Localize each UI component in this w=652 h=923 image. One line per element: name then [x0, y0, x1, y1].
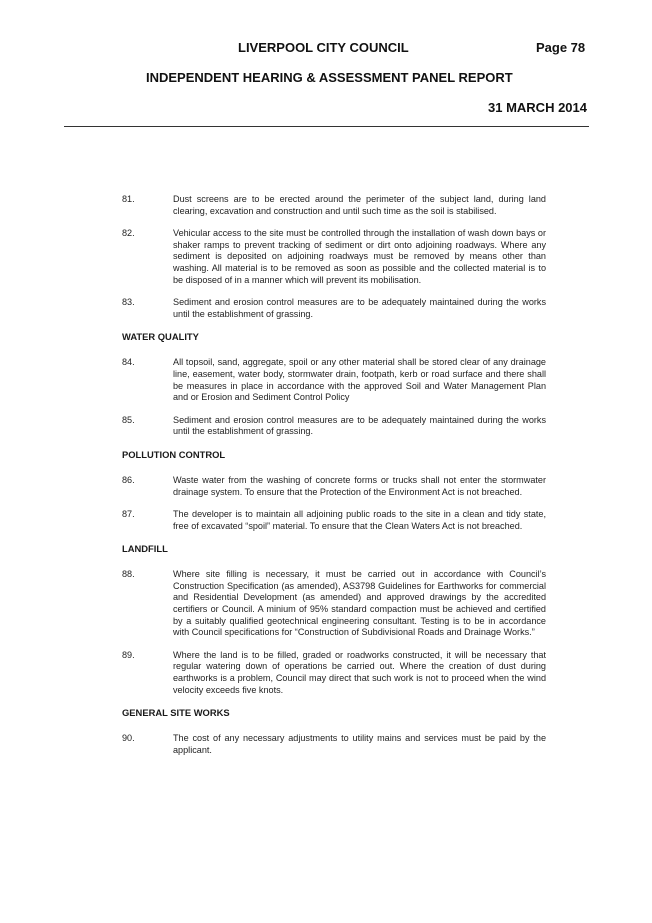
- report-date: 31 MARCH 2014: [488, 100, 587, 115]
- condition-item: [122, 228, 546, 286]
- condition-text: The developer is to maintain all adjoining public roads to the site in a clean and tidy state, free of excavated “spoil” material. To ensure that the Clean Waters Act is not breached.: [173, 509, 546, 531]
- condition-text: Dust screens are to be erected around the perimeter of the subject land, during land clearing, excavation and construction and until such time as the soil is stabilised.: [173, 194, 546, 216]
- condition-text: All topsoil, sand, aggregate, spoil or any other material shall be stored clear of any drainage line, easement, water body, stormwater drain, footpath, kerb or road surface and there shall be measures in place in accordance with the approved Soil and Water Management Plan and or Erosion and Sediment Control Policy: [173, 357, 546, 403]
- condition-text: Sediment and erosion control measures are to be adequately maintained during the works until the establishment of grassing.: [173, 297, 546, 319]
- condition-item: [122, 733, 546, 756]
- condition-number: 83.: [122, 297, 135, 308]
- council-name: LIVERPOOL CITY COUNCIL: [238, 40, 409, 55]
- page-number: Page 78: [536, 40, 586, 55]
- condition-item: [122, 194, 546, 217]
- condition-text: Vehicular access to the site must be controlled through the installation of wash down bays or shaker ramps to prevent tracking of sediment or dirt onto adjoining roadways. Where any sediment is deposited on adjoining roadways must be removed by means other than washing. All material is to be removed as soon as possible and the collected material is to be disposed of in a manner which will prevent its mobilisation.: [173, 228, 546, 285]
- condition-item: [122, 297, 546, 320]
- condition-number: 85.: [122, 414, 135, 425]
- condition-number: 89.: [122, 649, 135, 660]
- condition-text: Sediment and erosion control measures are to be adequately maintained during the works until the establishment of grassing.: [173, 414, 546, 437]
- section-heading: GENERAL SITE WORKS: [122, 707, 230, 719]
- condition-item: [122, 475, 546, 498]
- condition-item: [122, 509, 546, 532]
- condition-item: [122, 569, 546, 639]
- section-heading: POLLUTION CONTROL: [122, 448, 226, 460]
- condition-number: 90.: [122, 733, 135, 744]
- condition-item: [122, 650, 546, 696]
- condition-text: Where site filling is necessary, it must be carried out in accordance with Council’s Construction Specification (as amended), AS3798 Guidelines for Earthworks for commercial and Residential Development (as amended) and approved drawings by the accredited certifiers or Council. A minium of 95% standard compaction must be achieved and certified by a suitably qualified geotechnical engineering consultant. Testing is to be in accordance with Council specifications for “Construction of Subdivisional Roads and Drainage Works.”: [173, 569, 546, 638]
- condition-text: Where the land is to be filled, graded or roadworks constructed, it will be necessary that regular watering down of operations be carried out. Where the creation of dust during earthworks is a problem, Council may direct that such work is not to proceed when the wind velocity exceeds five knots.: [173, 649, 546, 695]
- section-heading: WATER QUALITY: [122, 331, 199, 343]
- condition-number: 84.: [122, 357, 135, 368]
- condition-number: 81.: [122, 194, 135, 204]
- conditions-list: [122, 194, 546, 767]
- condition-text: The cost of any necessary adjustments to utility mains and services must be paid by the applicant.: [173, 733, 546, 755]
- condition-number: 86.: [122, 474, 135, 485]
- condition-text: Waste water from the washing of concrete forms or trucks shall not enter the stormwater drainage system. To ensure that the Protection of the Environment Act is not breached.: [173, 474, 546, 497]
- report-title: INDEPENDENT HEARING & ASSESSMENT PANEL REPORT: [146, 70, 513, 85]
- header-divider: [64, 126, 589, 127]
- section-heading: LANDFILL: [122, 543, 168, 555]
- condition-number: 88.: [122, 569, 135, 580]
- condition-item: [122, 357, 546, 403]
- condition-number: 87.: [122, 509, 135, 520]
- condition-number: 82.: [122, 228, 135, 239]
- condition-item: [122, 415, 546, 438]
